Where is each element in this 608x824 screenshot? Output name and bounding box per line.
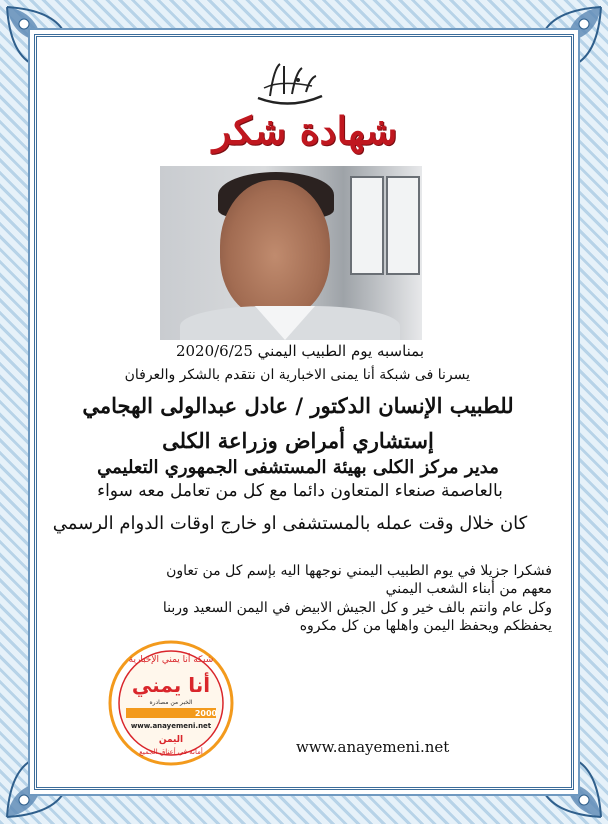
honoree-position: مدير مركز الكلى بهيئة المستشفى الجمهوري التعليمي (97, 457, 499, 478)
cooperation-line: كان خلال وقت عمله بالمستشفى او خارج اوقات الدوام الرسمي (52, 513, 528, 534)
thanks-line: فشكرا جزيلا في يوم الطبيب اليمني نوجهها اليه بإسم كل من تعاون (166, 563, 552, 579)
badge-tagline: الخبر من مصادره (149, 699, 193, 706)
honoree-specialty: إستشاري أمراض وزراعة الكلى (162, 428, 434, 453)
wish-line: وكل عام وانتم بالف خير و كل الجيش الابيض في اليمن السعيد وربنا (162, 600, 552, 616)
badge-site: www.anayemeni.net (130, 722, 212, 730)
anayemeni-logo-badge (108, 640, 234, 766)
certificate-title: شهادة شكر (212, 108, 398, 153)
badge-slogan: أمانة في أعناق الجميع (139, 748, 203, 756)
badge-brand: أنا يمني (131, 673, 211, 697)
badge-network-name: شبكة أنا يمني الإخبارية (128, 655, 214, 665)
calligraphy-emblem-icon (250, 58, 330, 108)
website-url: www.anayemeni.net (296, 738, 450, 756)
thanks-line-continued: معهم من أبناء الشعب اليمني (385, 581, 552, 597)
badge-country: اليمن (158, 735, 184, 745)
badge-year: 2000 (194, 709, 218, 718)
capital-line: بالعاصمة صنعاء المتعاون دائما مع كل من تعامل معه سواء (97, 481, 503, 501)
wish-line-continued: يحفظكم ويحفظ اليمن واهلها من كل مكروه (299, 618, 552, 634)
honoree-photo (160, 166, 422, 340)
honoree-name: للطبيب الإنسان الدكتور / عادل عبدالولى الهجامي (82, 393, 514, 418)
intro-line: يسرنا فى شبكة أنا يمنى الاخبارية ان نتقدم بالشكر والعرفان (124, 367, 470, 383)
occasion-line: بمناسبه يوم الطبيب اليمني 2020/6/25 (175, 342, 425, 360)
